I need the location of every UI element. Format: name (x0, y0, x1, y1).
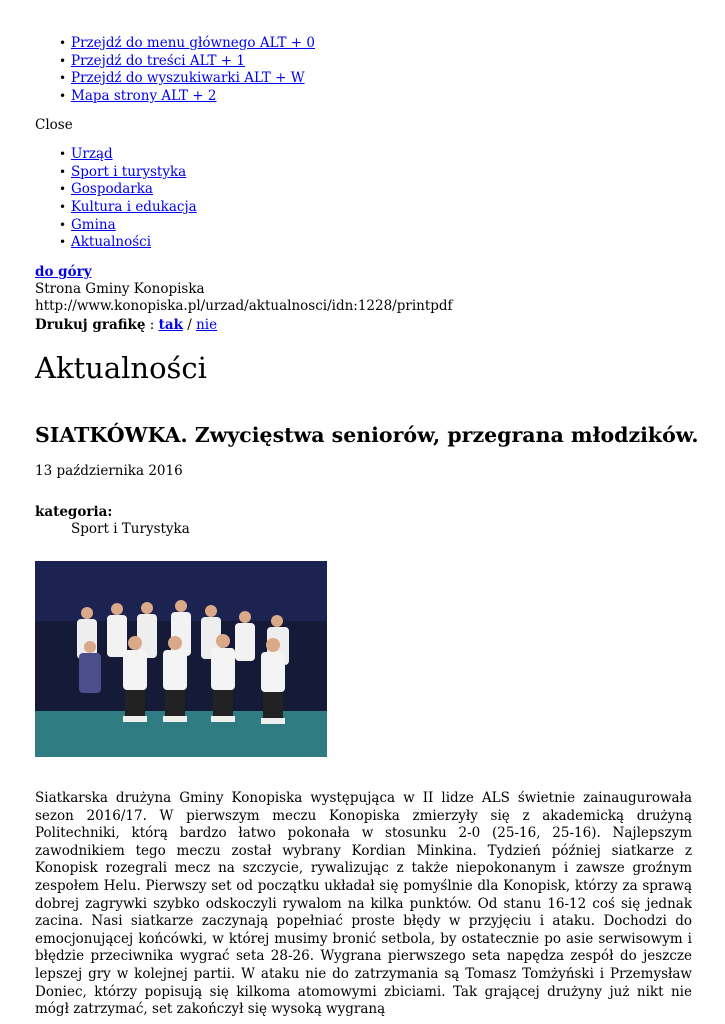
print-yes-link[interactable]: tak (158, 317, 183, 333)
menu-item (0, 181, 725, 199)
print-no-link[interactable]: nie (196, 317, 218, 333)
sitemap-link[interactable]: Mapa strony ALT + 2 (71, 88, 217, 105)
menu-link-sport[interactable]: Sport i turystyka (71, 163, 187, 180)
article-body: Siatkarska drużyna Gminy Konopiska występująca w II lidze ALS świetnie zainaugurowała sezon 2016/17. W pierwszym meczu Konopiska zmierzyły się z akademicką drużyną Politechniki, którą bardzo łatwo pokonała w stosunku 2-0 (25-16, 25-16). Najlepszym zawodnikiem tego meczu został wybrany Kordian Minkina. Tydzień później siatkarze z Konopisk rozegrali mecz na szczycie, rywalizując z także niepokonanym i zawsze groźnym zespołem Helu. Pierwszy set od początku układał się pomyślnie dla Konopisk, którzy za sprawą dobrej zagrywki szybko odskoczyli rywalom na kilka punktów. Od stanu 16-12 coś się jednak zacina. Nasi siatkarze zaczynają popełniać proste błędy w przyjęciu i ataku. Dochodzi do emocjonującej końcówki, w której musimy bronić setbola, by ostatecznie po asie serwisowym i błędzie przeciwnika wygrać seta 28-26. Wygrana pierwszego seta napędza zespół do jeszcze lepszej gry w kolejnej partii. W ataku nie do zatrzymania są Tomasz Tomżyński i Przemysław Doniec, którzy popisują się kilkoma atomowymi zbiciami. Tak grającej drużyny już nikt nie mógł zatrzymać, set zakończył się wysoką wygraną (35, 790, 692, 1018)
print-colon: : (145, 317, 159, 333)
menu-item (0, 234, 725, 252)
menu-link-urzad[interactable]: Urząd (71, 146, 113, 162)
close-text[interactable]: Close (35, 117, 73, 133)
skip-link-item (0, 70, 725, 88)
skip-to-main-menu-link[interactable]: Przejdź do menu głównego ALT + 0 (71, 35, 315, 51)
site-name: Strona Gminy Konopiska (35, 281, 205, 297)
skip-to-search-link[interactable]: Przejdź do wyszukiwarki ALT + W (71, 70, 305, 87)
print-graphics-label: Drukuj grafikę (35, 317, 146, 333)
article-date: 13 października 2016 (35, 463, 183, 479)
menu-item (0, 217, 725, 235)
skip-link-item (0, 35, 725, 53)
print-graphics-option (35, 317, 217, 334)
menu-item (0, 146, 725, 164)
back-to-top-link[interactable]: do góry (35, 264, 92, 280)
category-value: Sport i Turystyka (71, 521, 190, 537)
skip-link-item (0, 53, 725, 71)
menu-link-kultura[interactable]: Kultura i edukacja (71, 199, 197, 216)
menu-item (0, 199, 725, 217)
main-menu (0, 146, 725, 252)
skip-link-item (0, 88, 725, 106)
category-label: kategoria: (35, 504, 113, 520)
skip-to-content-link[interactable]: Przejdź do treści ALT + 1 (71, 52, 245, 69)
menu-link-gospodarka[interactable]: Gospodarka (71, 181, 153, 198)
menu-item (0, 164, 725, 182)
article-title: SIATKÓWKA. Zwycięstwa seniorów, przegrana młodzików. (35, 423, 699, 447)
page-url: http://www.konopiska.pl/urzad/aktualnosci/idn:1228/printpdf (35, 298, 453, 314)
team-photo (35, 561, 327, 757)
menu-link-aktualnosci[interactable]: Aktualności (71, 234, 152, 251)
back-to-top (35, 264, 92, 281)
page-heading: Aktualności (35, 351, 207, 385)
menu-link-gmina[interactable]: Gmina (71, 216, 116, 233)
print-separator: / (182, 317, 197, 333)
skip-links (0, 35, 725, 106)
